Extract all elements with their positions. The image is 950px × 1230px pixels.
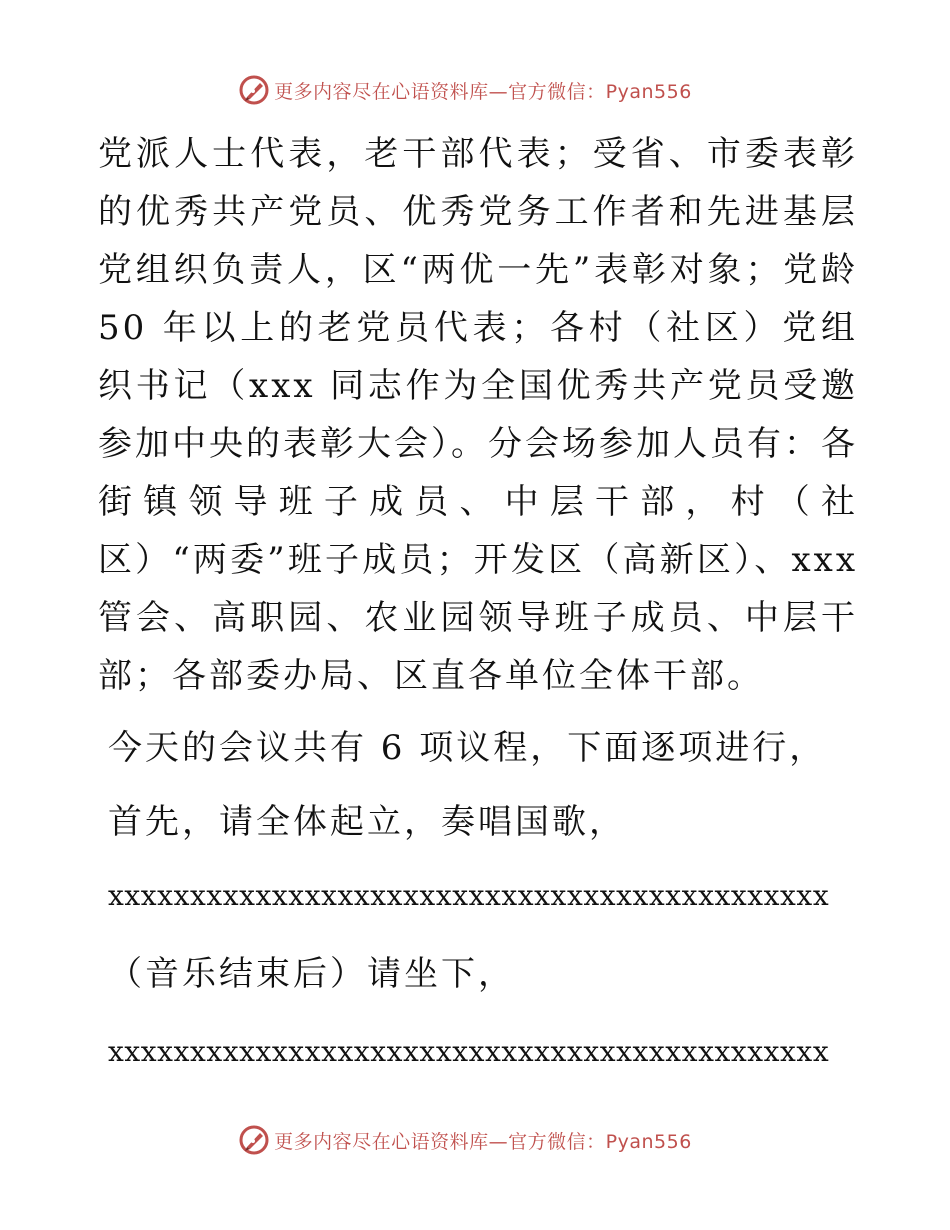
footer-banner-text: 更多内容尽在心语资料库—官方微信：Pyan556 [274, 1130, 692, 1153]
document-body [98, 125, 858, 1081]
body-paragraph: 首先，请全体起立，奏唱国歌， [108, 802, 626, 842]
pen-circle-logo-icon [238, 1124, 270, 1156]
pen-circle-logo-icon [238, 74, 270, 106]
footer-banner [0, 1120, 950, 1160]
body-paragraph: 党派人士代表，老干部代表；受省、市委表彰的优秀共产党员、优秀党务工作者和先进基层党组织负责人，区“两优一先”表彰对象；党龄 50 年以上的老党员代表；各村（社区）党组织书记（xxx 同志作为全国优秀共产党员受邀参加中央的表彰大会）。分会场参加人员有：各街镇领导班子成员、中层干部，村（社区）“两委”班子成员；开发区（高新区）、xxx 管会、高职园、农业园领导班子成员、中层干部；各部委办局、区直各单位全体干部。 [98, 134, 858, 696]
placeholder-line: xxxxxxxxxxxxxxxxxxxxxxxxxxxxxxxxxxxxxxxxxxxx [108, 1035, 830, 1068]
header-banner [0, 70, 950, 110]
placeholder-line: xxxxxxxxxxxxxxxxxxxxxxxxxxxxxxxxxxxxxxxxxxxx [108, 879, 830, 912]
body-paragraph: 今天的会议共有 6 项议程，下面逐项进行， [108, 728, 827, 768]
body-paragraph: （音乐结束后）请坐下， [108, 954, 515, 994]
header-banner-text: 更多内容尽在心语资料库—官方微信：Pyan556 [274, 80, 692, 103]
